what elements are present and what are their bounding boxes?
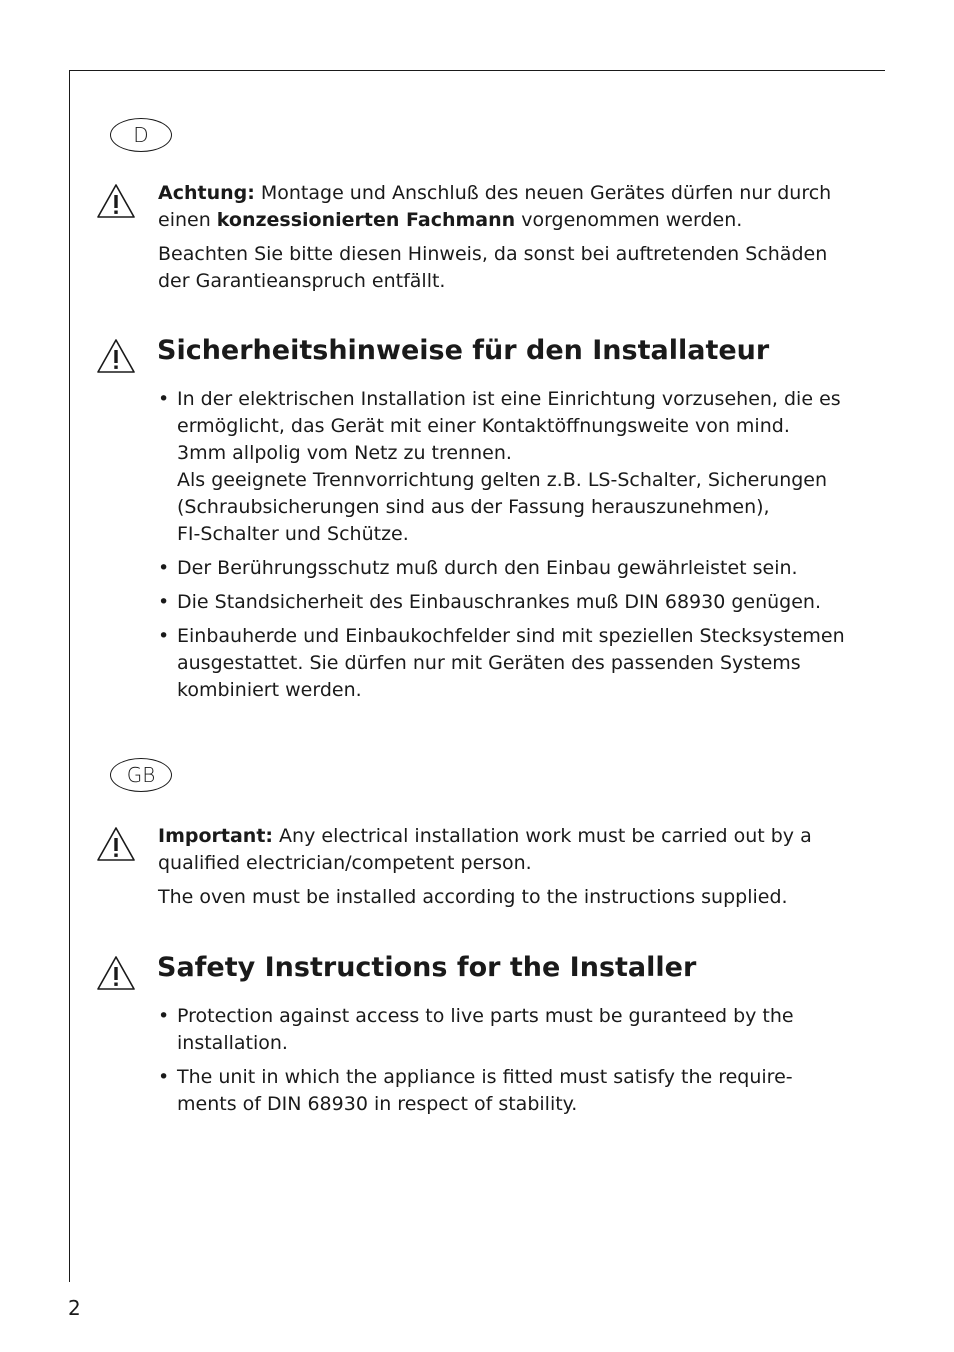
page-number: 2 <box>68 1296 81 1320</box>
german-notice <box>158 180 858 295</box>
list-item: • Die Standsicherheit des Einbauschrankes muß DIN 68930 genügen. <box>158 589 858 616</box>
notice-label: Important: <box>158 825 274 847</box>
list-item: • Einbauherde und Einbaukochfelder sind mit speziellen Stecksystemen ausgestattet. Sie dürfen nur mit Geräten des passenden Systems kombiniert werden. <box>158 623 858 704</box>
warning-triangle-icon <box>96 826 136 862</box>
english-bullets <box>158 1003 858 1125</box>
english-notice <box>158 823 848 911</box>
left-border-rule <box>69 70 70 1282</box>
german-notice-paragraph: Achtung: Montage und Anschluß des neuen Gerätes dürfen nur durch einen konzessionierten Fachmann vorgenommen werden. <box>158 182 832 231</box>
language-badge-gb: GB <box>110 758 172 792</box>
warning-triangle-icon <box>96 338 136 374</box>
list-item: • In der elektrischen Installation ist eine Einrichtung vorzusehen, die es ermöglicht, das Gerät mit einer Kontaktöffnungsweite von mind. 3mm allpolig vom Netz zu trennen. Als geeignete Trennvorrichtung gelten z.B. LS-Schalter, Sicherungen (Schraubsicherungen sind aus der Fassung herauszunehmen), FI-Schalter und Schütze. <box>158 386 858 548</box>
english-notice-paragraph: Important: Any electrical installation work must be carried out by a qualified electrician/competent person. <box>158 825 812 874</box>
language-badge-de: D <box>110 118 172 152</box>
english-section-heading: Safety Instructions for the Installer <box>157 952 697 983</box>
warning-triangle-icon <box>96 955 136 991</box>
english-notice-paragraph-2: The oven must be installed according to the instructions supplied. <box>158 886 788 908</box>
german-section-heading: Sicherheitshinweise für den Installateur <box>157 335 770 366</box>
list-item: • Protection against access to live parts must be guranteed by the installation. <box>158 1003 858 1057</box>
list-item: • The unit in which the appliance is fitted must satisfy the require- ments of DIN 68930 in respect of stability. <box>158 1064 858 1118</box>
notice-emphasis: konzessionierten Fachmann <box>216 209 516 231</box>
top-border-rule <box>69 70 885 71</box>
german-bullets <box>158 386 858 711</box>
warning-triangle-icon <box>96 183 136 219</box>
notice-label: Achtung: <box>158 182 255 204</box>
list-item: • Der Berührungsschutz muß durch den Einbau gewährleistet sein. <box>158 555 858 582</box>
german-notice-paragraph-2: Beachten Sie bitte diesen Hinweis, da sonst bei auftretenden Schäden der Garantieanspruch entfällt. <box>158 243 828 292</box>
